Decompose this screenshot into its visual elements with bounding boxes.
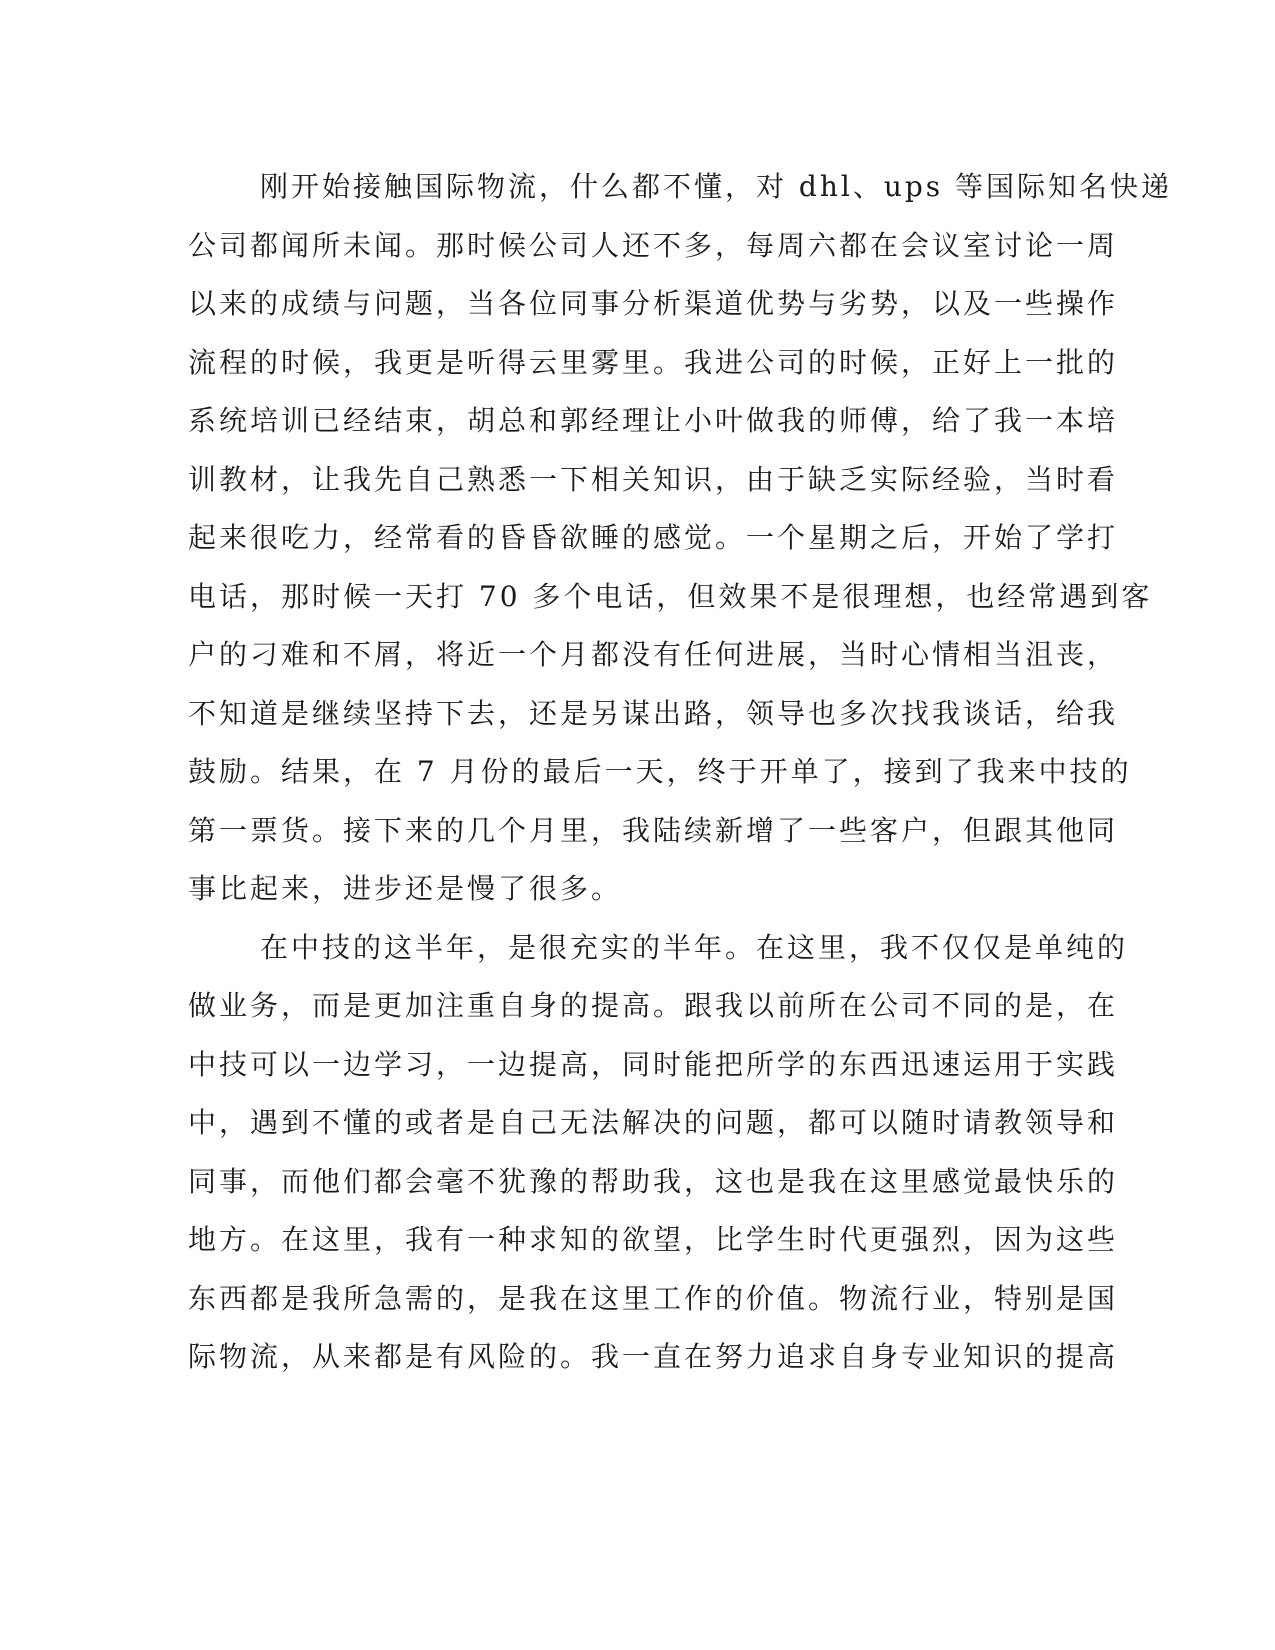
paragraph-1-line: 训教材，让我先自己熟悉一下相关知识，由于缺乏实际经验，当时看 [188,462,1119,496]
paragraph-1-line: 第一票货。接下来的几个月里，我陆续新增了一些客户，但跟其他同 [188,813,1119,847]
paragraph-1-line: 刚开始接触国际物流，什么都不懂，对 dhl、ups 等国际知名快递 [260,170,1173,203]
paragraph-1-line: 起来很吃力，经常看的昏昏欲睡的感觉。一个星期之后，开始了学打 [188,521,1119,554]
paragraph-2-line: 际物流，从来都是有风险的。我一直在努力追求自身专业知识的提高 [188,1340,1119,1373]
paragraph-1-line: 系统培训已经结束，胡总和郭经理让小叶做我的师傅，给了我一本培 [188,404,1119,437]
body-text [188,158,1173,1387]
paragraph-1-line: 电话，那时候一天打 70 多个电话，但效果不是很理想，也经常遇到客 [188,579,1153,613]
paragraph-2-line: 东西都是我所急需的，是我在这里工作的价值。物流行业，特别是国 [188,1281,1119,1315]
paragraph-1-line: 以来的成绩与问题，当各位同事分析渠道优势与劣势，以及一些操作 [188,287,1119,320]
paragraph-2-line: 中技可以一边学习，一边提高，同时能把所学的东西迅速运用于实践 [188,1047,1119,1081]
paragraph-1-line: 不知道是继续坚持下去，还是另谋出路，领导也多次找我谈话，给我 [188,696,1119,730]
paragraph-1-line: 公司都闻所未闻。那时候公司人还不多，每周六都在会议室讨论一周 [188,228,1119,262]
paragraph-2-line: 做业务，而是更加注重自身的提高。跟我以前所在公司不同的是，在 [188,989,1119,1022]
paragraph-2-line: 中，遇到不懂的或者是自己无法解决的问题，都可以随时请教领导和 [188,1106,1119,1139]
paragraph-2-line: 地方。在这里，我有一种求知的欲望，比学生时代更强烈，因为这些 [188,1223,1119,1256]
paragraph-1-line: 流程的时候，我更是听得云里雾里。我进公司的时候，正好上一批的 [188,345,1119,379]
paragraph-1-line: 户的刁难和不屑，将近一个月都没有任何进展，当时心情相当沮丧， [188,638,1119,671]
paragraph-1-line: 事比起来，进步还是慢了很多。 [188,872,623,905]
paragraph-2-line: 在中技的这半年，是很充实的半年。在这里，我不仅仅是单纯的 [260,930,1129,964]
paragraph-1-line: 鼓励。结果，在 7 月份的最后一天，终于开单了，接到了我来中技的 [188,755,1132,788]
paragraph-2-line: 同事，而他们都会毫不犹豫的帮助我，这也是我在这里感觉最快乐的 [188,1164,1119,1198]
